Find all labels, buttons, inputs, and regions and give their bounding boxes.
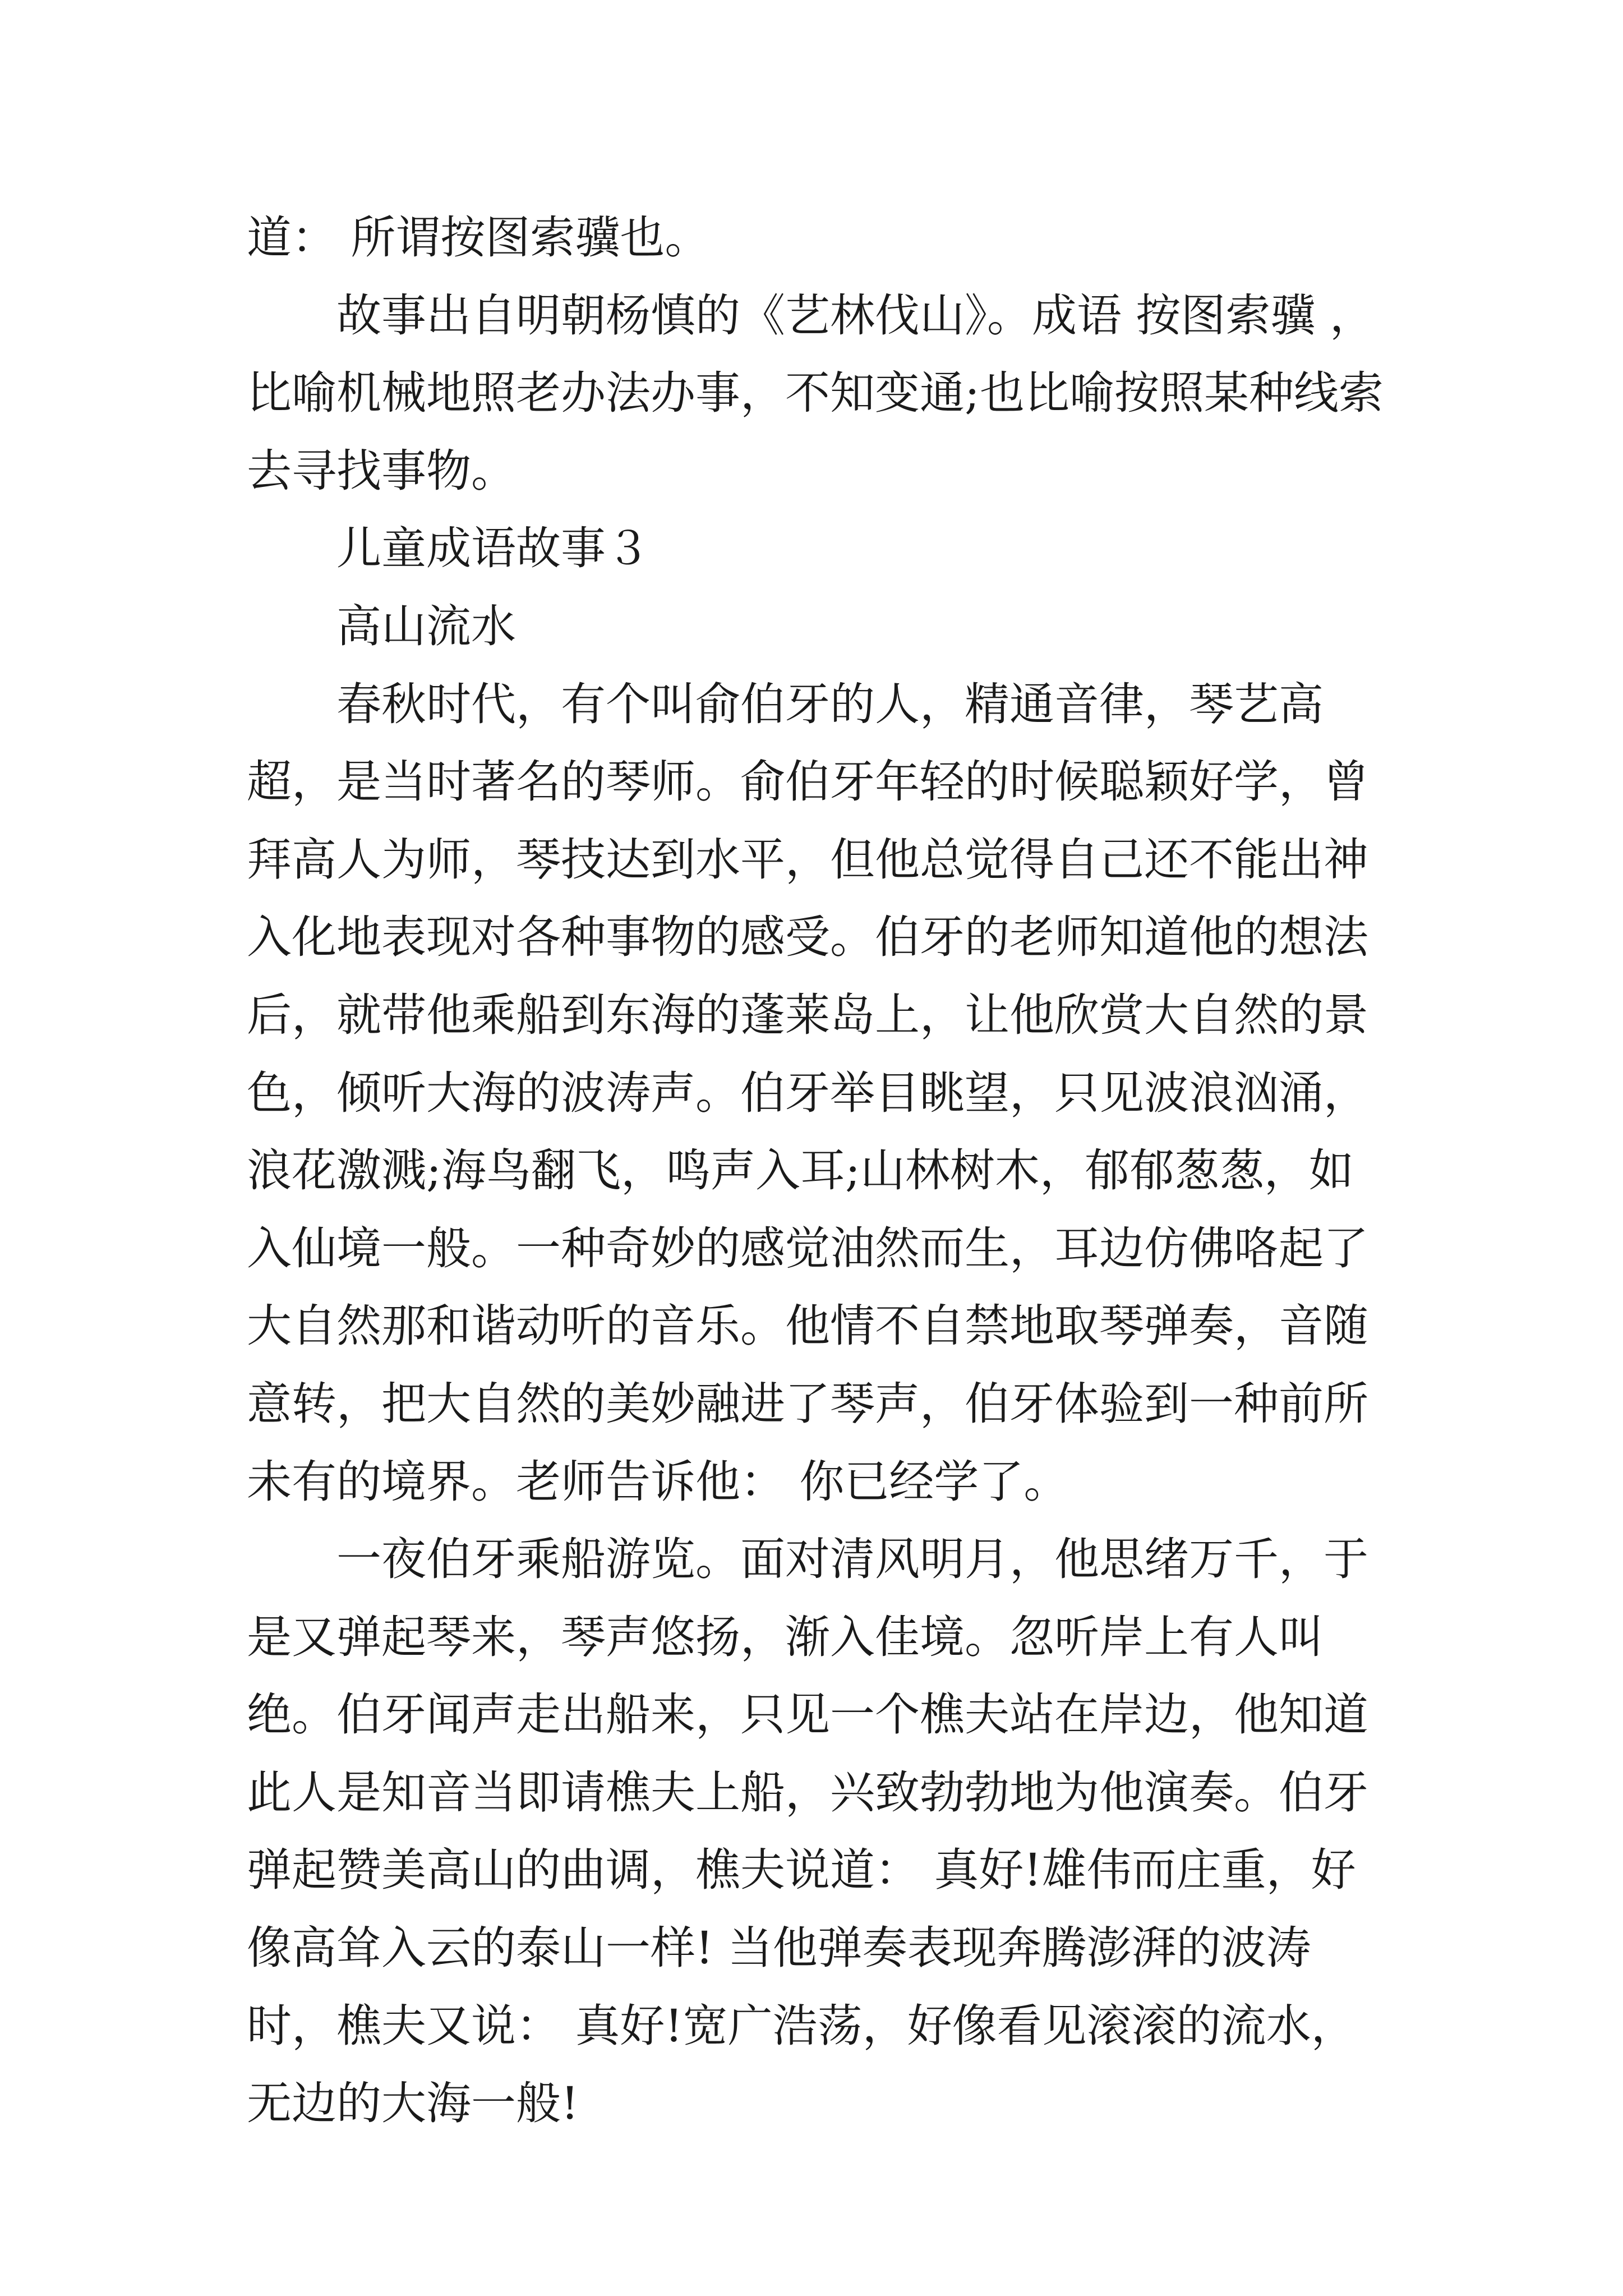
paragraph-continuation: 道： 所谓按图索骥也。 <box>247 211 710 264</box>
section-heading: 儿童成语故事３ <box>336 522 651 575</box>
body-text <box>247 199 1391 2143</box>
paragraph-story-1: 春秋时代，有个叫俞伯牙的人，精通音律，琴艺高超，是当时著名的琴师。俞伯牙年轻的时候聪颖好学，曾拜高人为师，琴技达到水平，但他总觉得自己还不能出神入化地表现对各种事物的感受。伯牙的老师知道他的想法后，就带他乘船到东海的蓬莱岛上，让他欣赏大自然的景色，倾听大海的波涛声。伯牙举目眺望，只见波浪汹涌，浪花激溅;海鸟翻飞，鸣声入耳;山林树木，郁郁葱葱，如入仙境一般。一种奇妙的感觉油然而生，耳边仿佛咯起了大自然那和谐动听的音乐。他情不自禁地取琴弹奏，音随意转，把大自然的美妙融进了琴声，伯牙体验到一种前所未有的境界。老师告诉他： 你已经学了。 <box>247 678 1368 1508</box>
paragraph-story-2: 一夜伯牙乘船游览。面对清风明月，他思绪万千，于是又弹起琴来，琴声悠扬，渐入佳境。忽听岸上有人叫绝。伯牙闻声走出船来，只见一个樵夫站在岸边，他知道此人是知音当即请樵夫上船，兴致勃勃地为他演奏。伯牙弹起赞美高山的曲调，樵夫说道： 真好!雄伟而庄重，好像高耸入云的泰山一样! 当他弹奏表现奔腾澎湃的波涛时，樵夫又说： 真好!宽广浩荡，好像看见滚滚的流水，无边的大海一般! <box>247 1533 1368 2130</box>
paragraph-source: 故事出自明朝杨慎的《艺林伐山》。成语 按图索骥 ，比喻机械地照老办法办事，不知变通;也比喻按照某种线索去寻找事物。 <box>247 289 1384 497</box>
story-title: 高山流水 <box>336 600 516 652</box>
